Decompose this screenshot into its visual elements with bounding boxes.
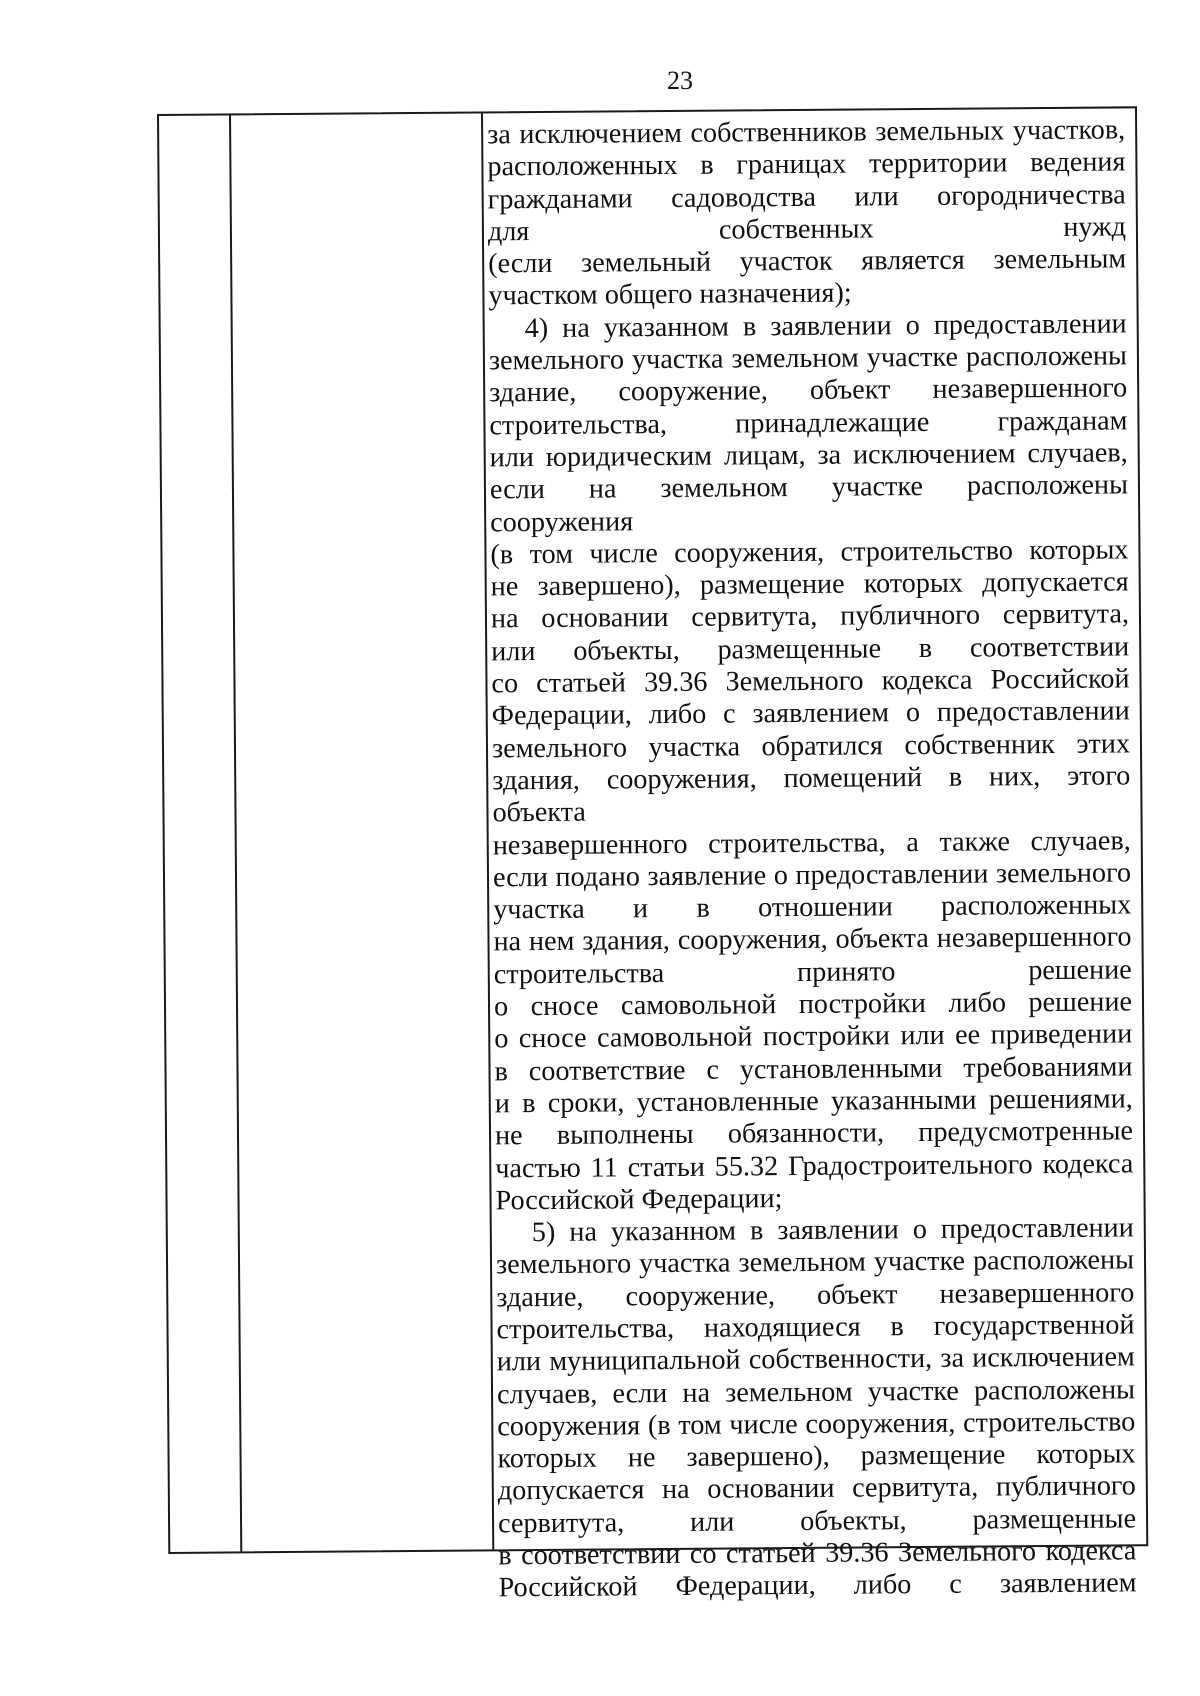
table-cell-text xyxy=(487,114,1137,1605)
text-line: земельного участка земельном участке расположены xyxy=(495,1244,1135,1281)
text-line: Российской Федерации; xyxy=(495,1182,783,1217)
text-line: для собственных нужд xyxy=(487,211,1127,248)
text-line: земельного участка обратился собственник этих xyxy=(491,728,1131,765)
text-line: не завершено), размещение которых допускается xyxy=(490,566,1129,603)
text-line: со статьей 39.36 Земельного кодекса Российской xyxy=(491,663,1130,700)
text-line: если на земельном участке расположены сооружения xyxy=(489,469,1129,538)
text-line: частью 11 статьи 55.32 Градостроительного кодекса xyxy=(495,1147,1134,1184)
text-line: о сносе самовольной постройки либо решение xyxy=(493,986,1133,1023)
text-line: (в том числе сооружения, строительство которых xyxy=(490,534,1129,571)
text-line: 4) на указанном в заявлении о предоставлении xyxy=(524,308,1127,344)
text-line: и в сроки, установленные указанными решениями, xyxy=(494,1083,1133,1120)
text-line: или юридическим лицам, за исключением случаев, xyxy=(489,437,1128,474)
text-line: здание, сооружение, объект незавершенного xyxy=(489,372,1128,409)
text-line: здание, сооружение, объект незавершенного xyxy=(496,1277,1135,1314)
text-line: гражданами садоводства или огородничества xyxy=(487,178,1126,215)
text-line: в соответствии со статьей 39.36 Земельного кодекса xyxy=(498,1535,1137,1572)
text-line: в соответствие с установленными требованиями xyxy=(494,1050,1133,1087)
text-line: случаев, если на земельном участке расположены xyxy=(496,1373,1136,1410)
text-line: допускается на основании сервитута, публичного xyxy=(497,1470,1136,1507)
text-line: 5) на указанном в заявлении о предоставлении xyxy=(531,1212,1134,1249)
text-line: за исключением собственников земельных участков, xyxy=(487,114,1126,151)
page-number: 23 xyxy=(667,66,693,95)
text-line: участком общего назначения); xyxy=(488,278,852,312)
text-line: незавершенного строительства, а также случаев, xyxy=(492,824,1131,861)
text-line: сооружения (в том числе сооружения, строительство xyxy=(497,1406,1136,1443)
text-line: расположенных в границах территории ведения xyxy=(487,146,1126,183)
text-line: участка и в отношении расположенных xyxy=(493,889,1132,926)
text-line: (если земельный участок является земельным xyxy=(488,243,1127,280)
text-line: если подано заявление о предоставлении земельного xyxy=(492,857,1132,894)
text-line: о сносе самовольной постройки или ее приведении xyxy=(494,1018,1133,1055)
text-line: здания, сооружения, помещений в них, этого объекта xyxy=(492,760,1131,829)
text-line: на основании сервитута, публичного сервитута, xyxy=(490,598,1130,635)
text-line: на нем здания, сооружения, объекта незавершенного xyxy=(493,921,1132,958)
text-line: Федерации, либо с заявлением о предоставлении xyxy=(491,695,1130,732)
text-line: строительства, находящиеся в государственной xyxy=(496,1309,1135,1346)
text-line: не выполнены обязанности, предусмотренные xyxy=(494,1115,1134,1152)
document-table xyxy=(157,106,1148,1604)
text-line: сервитута, или объекты, размещенные xyxy=(497,1503,1137,1540)
table-column-divider xyxy=(229,115,242,1551)
text-line: земельного участка земельном участке расположены xyxy=(488,340,1128,377)
text-line: которых не завершено), размещение которых xyxy=(497,1438,1136,1475)
text-line: строительства, принадлежащие гражданам xyxy=(489,405,1128,442)
text-line: или муниципальной собственности, за исключением xyxy=(496,1341,1135,1378)
text-line: или объекты, размещенные в соответствии xyxy=(491,631,1130,668)
text-line: строительства принято решение xyxy=(493,954,1132,991)
text-line: Российской Федерации, либо с заявлением xyxy=(498,1567,1137,1604)
